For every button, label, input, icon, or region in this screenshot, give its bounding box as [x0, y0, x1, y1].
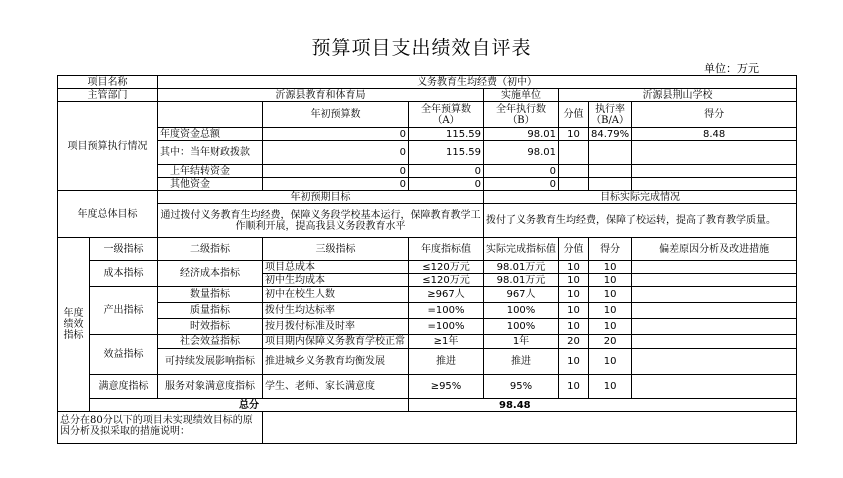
indicator-score: 10	[589, 349, 632, 375]
budget-exec: 0	[484, 165, 559, 178]
indicator-actual: 967人	[484, 287, 559, 303]
empty-cell	[559, 165, 589, 178]
budget-row-label: 其中：当年财政拨款	[158, 141, 263, 165]
indicator-value: 10	[559, 303, 589, 319]
indicator-actual: 1年	[484, 335, 559, 349]
budget-rate: 84.79%	[589, 128, 632, 141]
indicator-level2: 时效指标	[158, 319, 263, 335]
page-title: 预算项目支出绩效自评表	[311, 37, 532, 59]
indicator-actual: 100%	[484, 319, 559, 335]
empty-cell	[632, 165, 797, 178]
actual-goal-label: 目标实际完成情况	[484, 191, 797, 204]
empty-cell	[589, 178, 632, 191]
indicator-score: 10	[589, 287, 632, 303]
header-level2: 二级指标	[158, 238, 263, 261]
project-name-label: 项目名称	[58, 76, 158, 89]
budget-value: 10	[559, 128, 589, 141]
header-score-value: 分值	[559, 102, 589, 128]
budget-exec: 98.01	[484, 128, 559, 141]
indicator-reason	[632, 274, 797, 287]
total-value: 98.48	[409, 399, 797, 412]
empty-cell	[589, 141, 632, 165]
indicator-level3: 推进城乡义务教育均衡发展	[263, 349, 409, 375]
indicator-target: ≤120万元	[409, 261, 484, 274]
indicator-value: 10	[559, 375, 589, 399]
dept-label: 主管部门	[58, 89, 158, 102]
indicator-score: 10	[589, 261, 632, 274]
indicator-target: ≥1年	[409, 335, 484, 349]
indicator-reason	[632, 287, 797, 303]
budget-annual: 115.59	[409, 128, 484, 141]
header-annual-budget: 全年预算数（A）	[409, 102, 484, 128]
indicator-score: 20	[589, 335, 632, 349]
empty-cell	[632, 178, 797, 191]
indicator-level3: 初中在校生人数	[263, 287, 409, 303]
indicator-reason	[632, 349, 797, 375]
empty-cell	[589, 165, 632, 178]
empty-cell	[559, 178, 589, 191]
indicator-value: 10	[559, 287, 589, 303]
budget-annual: 0	[409, 178, 484, 191]
header-score: 得分	[632, 102, 797, 128]
budget-row-label: 上年结转资金	[158, 165, 263, 178]
indicator-target: =100%	[409, 303, 484, 319]
header-annual-exec: 全年执行数（B）	[484, 102, 559, 128]
header-value: 分值	[559, 238, 589, 261]
header-actual: 实际完成指标值	[484, 238, 559, 261]
indicator-level2: 可持续发展影响指标	[158, 349, 263, 375]
note-value	[263, 412, 797, 444]
indicator-reason	[632, 319, 797, 335]
indicator-level2: 社会效益指标	[158, 335, 263, 349]
indicator-score: 10	[589, 375, 632, 399]
indicator-target: ≥967人	[409, 287, 484, 303]
header-level3: 三级指标	[263, 238, 409, 261]
indicator-reason	[632, 335, 797, 349]
indicator-level3: 项目总成本	[263, 261, 409, 274]
header-exec-rate: 执行率（B/A）	[589, 102, 632, 128]
indicator-reason	[632, 261, 797, 274]
budget-initial: 0	[263, 178, 409, 191]
indicator-actual: 98.01万元	[484, 274, 559, 287]
dept-value: 沂源县教育和体育局	[158, 89, 484, 102]
indicator-level3: 项目期内保障义务教育学校正常	[263, 335, 409, 349]
empty-cell	[559, 141, 589, 165]
budget-annual: 115.59	[409, 141, 484, 165]
goals-section-label: 年度总体目标	[58, 191, 158, 238]
indicator-level2: 质量指标	[158, 303, 263, 319]
budget-section-label: 项目预算执行情况	[58, 102, 158, 191]
indicator-score: 10	[589, 274, 632, 287]
indicator-level1: 效益指标	[90, 335, 158, 375]
indicator-level1: 成本指标	[90, 261, 158, 287]
budget-initial: 0	[263, 141, 409, 165]
indicator-actual: 推进	[484, 349, 559, 375]
indicator-value: 10	[559, 349, 589, 375]
indicator-reason	[632, 375, 797, 399]
evaluation-table	[57, 75, 797, 444]
indicator-value: 20	[559, 335, 589, 349]
indicator-actual: 98.01万元	[484, 261, 559, 274]
indicators-section-label: 年度绩效指标	[58, 238, 90, 412]
budget-exec: 98.01	[484, 141, 559, 165]
budget-initial: 0	[263, 165, 409, 178]
indicator-level3: 学生、老师、家长满意度	[263, 375, 409, 399]
indicator-level2: 经济成本指标	[158, 261, 263, 287]
indicator-target: ≤120万元	[409, 274, 484, 287]
indicator-level2: 服务对象满意度指标	[158, 375, 263, 399]
budget-annual: 0	[409, 165, 484, 178]
indicator-value: 10	[559, 261, 589, 274]
budget-exec: 0	[484, 178, 559, 191]
budget-score: 8.48	[632, 128, 797, 141]
indicator-level1: 满意度指标	[90, 375, 158, 399]
indicator-level3: 拨付生均达标率	[263, 303, 409, 319]
indicator-level2: 数量指标	[158, 287, 263, 303]
budget-initial: 0	[263, 128, 409, 141]
unit-label: 单位：万元	[704, 62, 759, 75]
planned-goal-text: 通过拨付义务教育生均经费，保障义务段学校基本运行，保障教育教学工作顺利开展，提高我县义务段教育水平	[158, 204, 484, 238]
header-target: 年度指标值	[409, 238, 484, 261]
indicator-level3: 初中生均成本	[263, 274, 409, 287]
project-name-value: 义务教育生均经费（初中）	[158, 76, 797, 89]
impl-unit-value: 沂源县荆山学校	[559, 89, 797, 102]
planned-goal-label: 年初预期目标	[158, 191, 484, 204]
actual-goal-text: 拨付了义务教育生均经费，保障了校运转，提高了教育教学质量。	[484, 204, 797, 238]
indicator-target: ≥95%	[409, 375, 484, 399]
indicator-level3: 按月拨付标准及时率	[263, 319, 409, 335]
header-score: 得分	[589, 238, 632, 261]
impl-unit-label: 实施单位	[484, 89, 559, 102]
indicator-target: =100%	[409, 319, 484, 335]
empty-cell	[632, 141, 797, 165]
header-level1: 一级指标	[90, 238, 158, 261]
budget-row-label: 年度资金总额	[158, 128, 263, 141]
indicator-score: 10	[589, 319, 632, 335]
indicator-actual: 95%	[484, 375, 559, 399]
indicator-value: 10	[559, 319, 589, 335]
indicator-reason	[632, 303, 797, 319]
header-initial-budget: 年初预算数	[263, 102, 409, 128]
total-label: 总分	[90, 399, 409, 412]
indicator-score: 10	[589, 303, 632, 319]
budget-row-label: 其他资金	[158, 178, 263, 191]
header-reason: 偏差原因分析及改进措施	[632, 238, 797, 261]
indicator-target: 推进	[409, 349, 484, 375]
note-label: 总分在80分以下的项目未实现绩效目标的原因分析及拟采取的措施说明：	[58, 412, 263, 444]
budget-header-blank	[158, 102, 263, 128]
indicator-actual: 100%	[484, 303, 559, 319]
indicator-value: 10	[559, 274, 589, 287]
indicator-level1: 产出指标	[90, 287, 158, 335]
